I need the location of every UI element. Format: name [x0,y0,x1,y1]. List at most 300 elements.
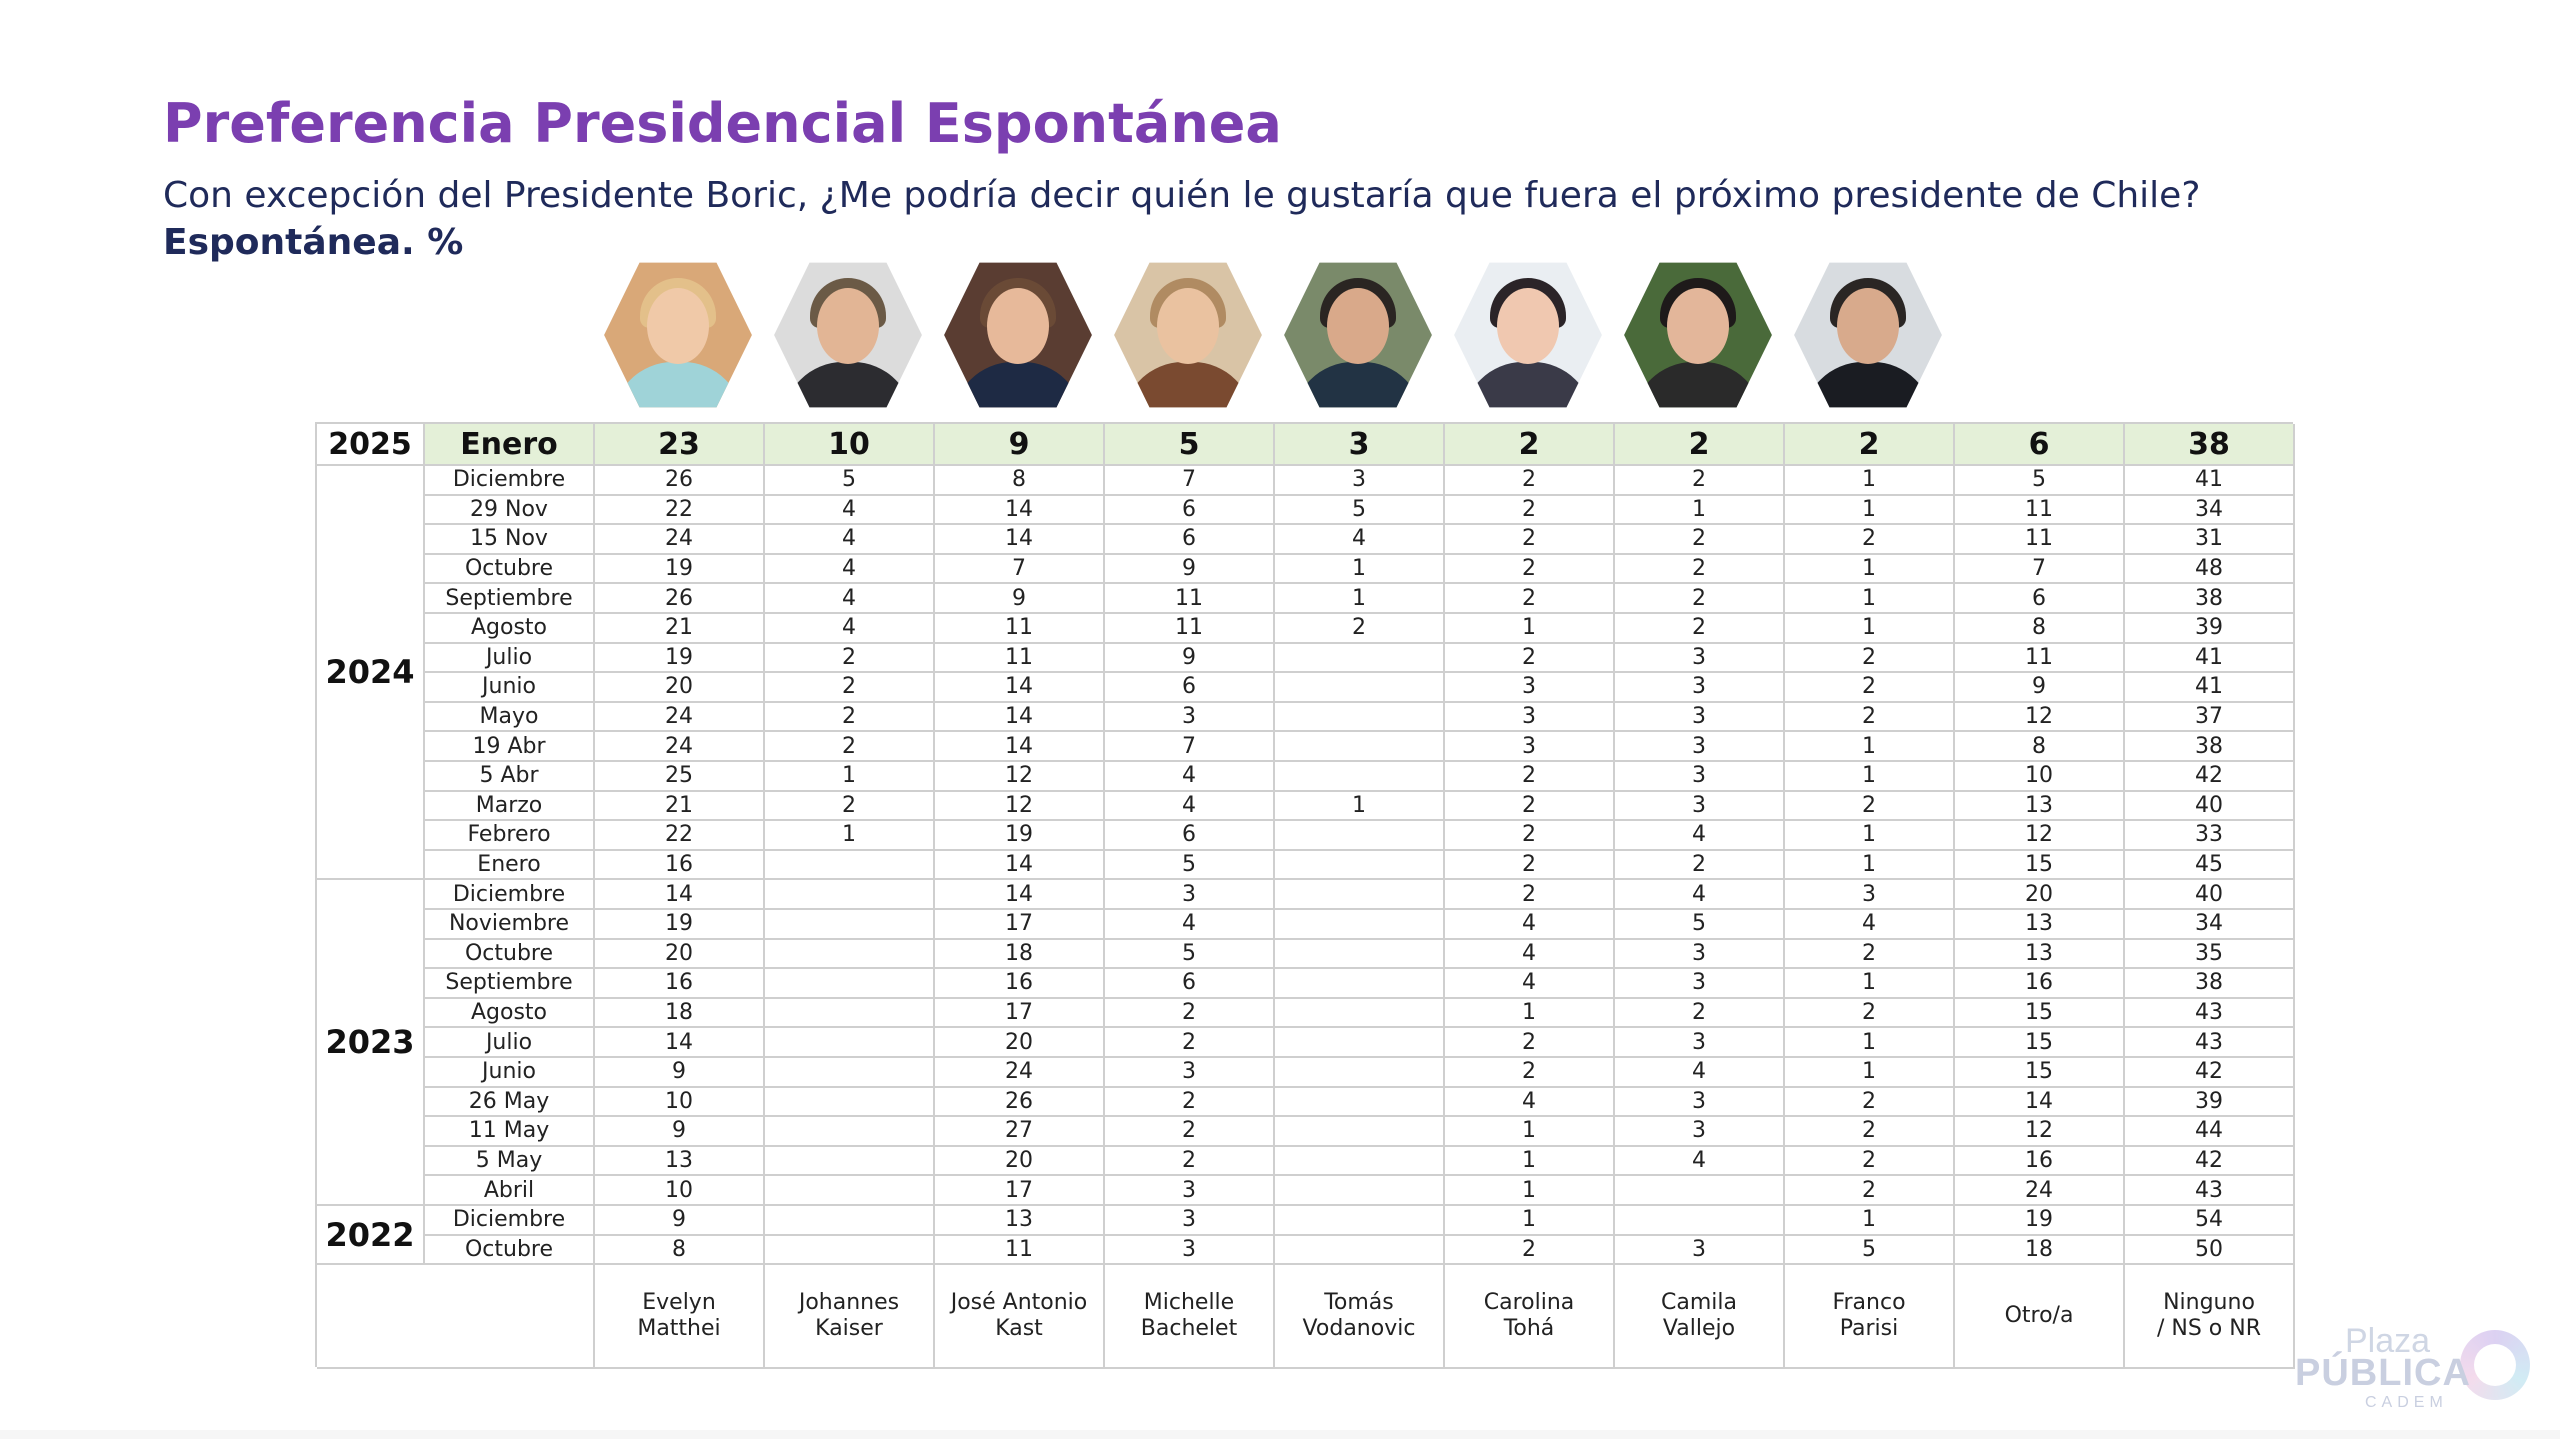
candidate-name [1785,1265,1955,1369]
period-label: Noviembre [425,910,595,940]
candidate-name-line1: José Antonio [950,1290,1088,1316]
candidate-name-line1: Franco [1832,1290,1906,1316]
candidate-name [765,1265,935,1369]
period-label: Octubre [425,940,595,970]
table-cell: 2 [1445,821,1615,851]
table-cell: 39 [2125,1088,2295,1118]
header-year: 2025 [317,424,425,466]
candidate-name-line1: Tomás [1324,1290,1394,1316]
logo-text-line1: Plaza [2345,1322,2431,1360]
table-cell: 12 [935,762,1105,792]
table-cell: 2 [1615,525,1785,555]
table-cell: 50 [2125,1236,2295,1266]
period-label: Diciembre [425,880,595,910]
table-cell: 4 [765,584,935,614]
table-cell: 38 [2125,584,2295,614]
table-cell: 2 [1445,466,1615,496]
table-cell: 2 [1615,614,1785,644]
table-cell: 1 [1275,555,1445,585]
table-cell: 3 [1445,703,1615,733]
table-cell: 16 [1955,1147,2125,1177]
period-label: 15 Nov [425,525,595,555]
candidate-name [1955,1265,2125,1369]
table-cell: 2 [1105,1088,1275,1118]
table-cell: 3 [1785,880,1955,910]
table-cell: 3 [1105,1206,1275,1236]
table-cell: 6 [1105,673,1275,703]
table-cell: 3 [1275,466,1445,496]
table-cell: 3 [1615,792,1785,822]
table-cell: 4 [1785,910,1955,940]
table-cell: 3 [1615,1088,1785,1118]
period-label: Julio [425,1028,595,1058]
table-cell: 17 [935,1176,1105,1206]
table-cell [1275,1206,1445,1236]
table-cell: 2 [1445,644,1615,674]
table-cell: 2 [765,644,935,674]
table-cell: 1 [1785,851,1955,881]
table-cell: 10 [595,1176,765,1206]
table-cell [765,1147,935,1177]
table-cell [1275,1176,1445,1206]
table-cell: 11 [1955,644,2125,674]
table-cell [1275,1236,1445,1266]
table-cell: 1 [1785,732,1955,762]
table-cell [1275,1088,1445,1118]
header-value: 3 [1275,424,1445,466]
table-cell: 42 [2125,1058,2295,1088]
table-cell: 1 [1275,792,1445,822]
table-cell [1275,851,1445,881]
table-cell: 8 [935,466,1105,496]
period-label: 26 May [425,1088,595,1118]
table-cell: 41 [2125,644,2295,674]
table-cell [765,940,935,970]
period-label: Agosto [425,999,595,1029]
table-cell [1275,880,1445,910]
table-cell: 44 [2125,1117,2295,1147]
table-cell: 3 [1105,880,1275,910]
header-value: 2 [1615,424,1785,466]
year-label: 2024 [317,466,425,880]
table-cell: 41 [2125,673,2295,703]
candidate-name-line2: Vodanovic [1302,1316,1416,1342]
table-cell: 4 [765,496,935,526]
table-cell: 25 [595,762,765,792]
table-cell: 2 [1275,614,1445,644]
table-cell: 4 [765,525,935,555]
table-cell: 26 [595,584,765,614]
table-cell: 39 [2125,614,2295,644]
table-cell: 14 [1955,1088,2125,1118]
table-cell: 43 [2125,1176,2295,1206]
table-cell: 9 [935,584,1105,614]
table-cell: 2 [765,732,935,762]
table-cell: 3 [1445,732,1615,762]
photo-face [1667,288,1729,364]
table-cell: 16 [935,969,1105,999]
candidate-name-line2: Tohá [1503,1316,1555,1342]
table-cell: 5 [1785,1236,1955,1266]
table-cell [1275,821,1445,851]
table-cell: 1 [1785,969,1955,999]
table-cell: 26 [595,466,765,496]
table-cell: 18 [1955,1236,2125,1266]
table-cell: 2 [1785,999,1955,1029]
table-cell: 19 [935,821,1105,851]
table-cell: 2 [1105,1147,1275,1177]
table-cell [1275,940,1445,970]
person-photo-franco-parisi [1791,258,1945,412]
table-cell: 12 [1955,703,2125,733]
table-cell: 18 [595,999,765,1029]
table-cell: 1 [1785,555,1955,585]
table-cell: 14 [935,525,1105,555]
table-cell: 9 [595,1117,765,1147]
table-cell: 20 [935,1028,1105,1058]
photo-face [1497,288,1559,364]
table-cell: 4 [1615,1147,1785,1177]
table-cell: 15 [1955,999,2125,1029]
table-cell: 4 [765,555,935,585]
table-cell: 2 [1105,1028,1275,1058]
period-label: 19 Abr [425,732,595,762]
year-label: 2023 [317,880,425,1206]
table-cell: 14 [935,703,1105,733]
table-cell [1615,1206,1785,1236]
table-cell: 9 [595,1058,765,1088]
period-label: 5 May [425,1147,595,1177]
table-cell: 7 [1105,732,1275,762]
footer-strip [0,1430,2560,1439]
table-cell: 38 [2125,732,2295,762]
table-cell: 1 [1445,1117,1615,1147]
candidate-name [1275,1265,1445,1369]
table-cell: 4 [1105,792,1275,822]
table-cell: 9 [595,1206,765,1236]
table-cell: 2 [1105,999,1275,1029]
table-cell: 3 [1615,1236,1785,1266]
photo-face [1157,288,1219,364]
table-cell: 2 [1615,584,1785,614]
table-cell: 3 [1615,673,1785,703]
table-cell: 24 [595,703,765,733]
table-cell: 6 [1105,969,1275,999]
table-cell: 40 [2125,792,2295,822]
table-cell: 3 [1615,644,1785,674]
table-cell: 5 [1615,910,1785,940]
table-cell: 19 [1955,1206,2125,1236]
table-cell: 2 [1785,703,1955,733]
header-value: 9 [935,424,1105,466]
table-cell: 2 [1445,584,1615,614]
header-value: 23 [595,424,765,466]
table-cell: 13 [1955,910,2125,940]
table-cell: 1 [1785,466,1955,496]
candidate-name-line2: Matthei [637,1316,721,1342]
table-cell: 2 [1445,525,1615,555]
person-photo-johannes-kaiser [771,258,925,412]
person-photo-camila-vallejo [1621,258,1775,412]
table-cell: 3 [1445,673,1615,703]
table-cell: 34 [2125,910,2295,940]
table-cell: 4 [1445,1088,1615,1118]
period-label: 11 May [425,1117,595,1147]
table-cell [765,1058,935,1088]
table-cell: 11 [935,614,1105,644]
table-cell: 38 [2125,969,2295,999]
table-cell: 2 [1445,555,1615,585]
table-cell: 19 [595,644,765,674]
table-cell: 42 [2125,762,2295,792]
table-cell: 2 [1785,1147,1955,1177]
table-cell: 14 [935,851,1105,881]
photo-shoulders [613,362,743,412]
table-cell: 1 [765,762,935,792]
table-cell: 2 [1615,466,1785,496]
table-cell: 5 [1105,851,1275,881]
table-cell: 20 [595,940,765,970]
table-cell: 5 [765,466,935,496]
table-cell [765,851,935,881]
table-cell: 6 [1955,584,2125,614]
table-cell: 1 [1785,1028,1955,1058]
table-cell: 14 [595,880,765,910]
table-cell [1275,910,1445,940]
candidate-name-line1: Otro/a [2004,1303,2074,1329]
table-cell: 7 [1105,466,1275,496]
table-cell [1275,1058,1445,1088]
table-cell: 4 [1615,1058,1785,1088]
table-cell: 3 [1105,1176,1275,1206]
table-cell: 42 [2125,1147,2295,1177]
table-cell: 3 [1615,762,1785,792]
candidate-name-line1: Michelle [1143,1290,1235,1316]
table-cell: 11 [1955,496,2125,526]
table-cell: 17 [935,910,1105,940]
candidate-name-line2: Parisi [1839,1316,1899,1342]
logo-text-line3: CADEM [2365,1394,2448,1411]
period-label: 5 Abr [425,762,595,792]
period-label: Mayo [425,703,595,733]
period-label: Enero [425,851,595,881]
table-cell: 1 [1445,1147,1615,1177]
unit-label: Espontánea. % [163,222,464,263]
header-value: 2 [1445,424,1615,466]
table-cell: 3 [1105,1236,1275,1266]
period-label: Diciembre [425,466,595,496]
table-cell: 4 [1615,821,1785,851]
table-cell: 48 [2125,555,2295,585]
table-cell: 21 [595,614,765,644]
table-cell: 27 [935,1117,1105,1147]
table-cell: 2 [1785,525,1955,555]
candidate-name [1615,1265,1785,1369]
table-cell: 5 [1275,496,1445,526]
person-photo-evelyn-matthei [601,258,755,412]
table-cell [765,1088,935,1118]
table-cell: 35 [2125,940,2295,970]
table-cell: 4 [1615,880,1785,910]
person-photo-jose-antonio-kast [941,258,1095,412]
table-cell: 3 [1615,1028,1785,1058]
table-cell [765,1206,935,1236]
table-cell [1275,1028,1445,1058]
table-cell: 1 [1785,1058,1955,1088]
header-period: Enero [425,424,595,466]
table-cell: 2 [1445,851,1615,881]
candidate-name [935,1265,1105,1369]
table-cell [1275,1117,1445,1147]
candidate-name-line1: Camila [1661,1290,1737,1316]
table-cell: 1 [1275,584,1445,614]
candidate-name-line2: Bachelet [1140,1316,1238,1342]
table-cell: 1 [1445,999,1615,1029]
photo-shoulders [1463,362,1593,412]
table-cell: 24 [595,525,765,555]
table-cell: 1 [1785,1206,1955,1236]
photo-face [817,288,879,364]
table-cell: 1 [1615,496,1785,526]
table-cell: 33 [2125,821,2295,851]
header-value: 2 [1785,424,1955,466]
table-cell: 45 [2125,851,2295,881]
plaza-publica-cadem-logo [2295,1322,2545,1422]
table-cell: 19 [595,555,765,585]
table-cell: 1 [1785,496,1955,526]
table-cell: 18 [935,940,1105,970]
period-label: Junio [425,673,595,703]
table-cell: 3 [1615,703,1785,733]
table-cell: 9 [1955,673,2125,703]
logo-text-line2: PÚBLICA [2295,1352,2471,1394]
table-cell: 1 [1785,762,1955,792]
header-value: 6 [1955,424,2125,466]
table-cell [765,1176,935,1206]
table-cell: 2 [1445,880,1615,910]
candidate-name [595,1265,765,1369]
table-cell: 14 [935,496,1105,526]
table-cell: 15 [1955,1058,2125,1088]
table-cell: 6 [1105,525,1275,555]
table-cell: 8 [1955,614,2125,644]
table-cell: 1 [1785,821,1955,851]
table-cell: 11 [935,1236,1105,1266]
table-cell: 5 [1955,466,2125,496]
photo-face [1837,288,1899,364]
table-cell: 2 [1615,999,1785,1029]
names-row-spacer [317,1265,595,1369]
table-cell: 2 [1785,940,1955,970]
candidate-name [1105,1265,1275,1369]
table-cell: 24 [1955,1176,2125,1206]
table-cell: 2 [1785,1088,1955,1118]
table-cell: 1 [1785,584,1955,614]
candidate-name-line2: Kast [995,1316,1043,1342]
table-cell: 4 [1445,940,1615,970]
table-cell: 12 [935,792,1105,822]
period-label: Septiembre [425,584,595,614]
table-cell: 4 [1105,910,1275,940]
results-table [315,422,2293,1367]
table-cell: 13 [1955,940,2125,970]
table-cell: 43 [2125,999,2295,1029]
table-cell: 5 [1105,940,1275,970]
photo-face [647,288,709,364]
table-cell: 3 [1615,1117,1785,1147]
table-cell: 1 [765,821,935,851]
table-cell: 13 [1955,792,2125,822]
table-cell: 26 [935,1088,1105,1118]
table-cell: 14 [595,1028,765,1058]
period-label: Octubre [425,555,595,585]
table-cell: 1 [1445,1176,1615,1206]
table-cell: 3 [1615,940,1785,970]
table-cell: 3 [1105,1058,1275,1088]
period-label: Marzo [425,792,595,822]
photo-shoulders [953,362,1083,412]
table-cell: 11 [1105,614,1275,644]
table-cell: 2 [1445,1028,1615,1058]
table-cell: 6 [1105,821,1275,851]
table-cell: 10 [1955,762,2125,792]
table-cell: 15 [1955,851,2125,881]
table-cell [765,969,935,999]
table-cell: 9 [1105,644,1275,674]
table-cell: 4 [765,614,935,644]
table-cell: 13 [595,1147,765,1177]
table-cell [765,1117,935,1147]
table-cell: 41 [2125,466,2295,496]
period-label: Febrero [425,821,595,851]
table-cell [1275,644,1445,674]
table-cell: 3 [1105,703,1275,733]
page-title: Preferencia Presidencial Espontánea [163,92,1282,155]
table-cell: 2 [765,703,935,733]
table-cell: 3 [1615,732,1785,762]
table-cell: 1 [1445,614,1615,644]
table-cell [1275,762,1445,792]
photo-face [987,288,1049,364]
photo-face [1327,288,1389,364]
table-cell: 6 [1105,496,1275,526]
person-photo-carolina-toha [1451,258,1605,412]
table-cell: 14 [935,732,1105,762]
table-cell: 7 [1955,555,2125,585]
table-cell: 16 [595,851,765,881]
table-cell: 2 [1445,496,1615,526]
table-cell: 1 [1445,1206,1615,1236]
table-cell: 2 [1785,673,1955,703]
table-cell: 4 [1445,969,1615,999]
table-cell [1275,969,1445,999]
candidate-name-line1: Johannes [798,1290,900,1316]
table-cell: 2 [765,792,935,822]
table-cell: 9 [1105,555,1275,585]
candidate-name-line2: Vallejo [1662,1316,1736,1342]
table-cell: 4 [1275,525,1445,555]
table-cell: 24 [935,1058,1105,1088]
table-cell: 13 [935,1206,1105,1236]
table-cell: 2 [1445,1236,1615,1266]
table-cell: 31 [2125,525,2295,555]
period-label: Octubre [425,1236,595,1266]
header-value: 38 [2125,424,2295,466]
table-cell: 16 [1955,969,2125,999]
period-label: Julio [425,644,595,674]
table-cell [1275,703,1445,733]
table-cell [765,999,935,1029]
